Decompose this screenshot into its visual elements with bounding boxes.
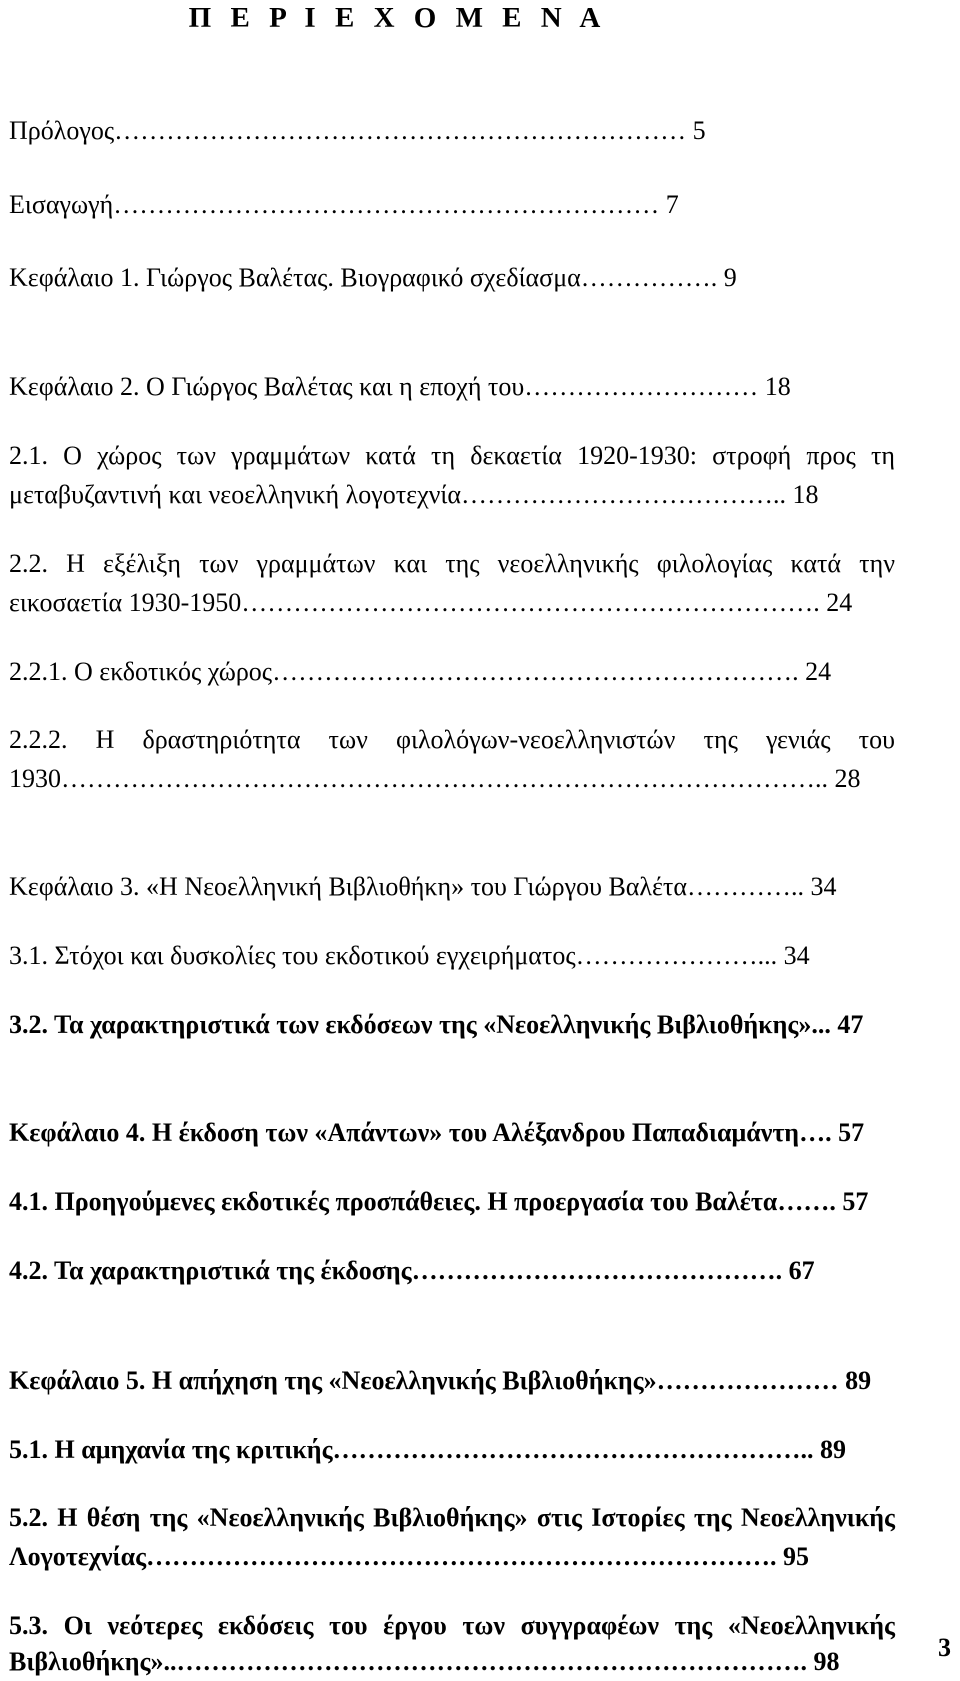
toc-entry-5-3-line1 xyxy=(9,1607,895,1645)
toc-entry-2-2-2-line1 xyxy=(9,721,895,759)
toc-entry-5-3-line2 xyxy=(9,1643,895,1681)
toc-entry-2-2-1 xyxy=(9,653,895,691)
toc-entry-line1: 2.2. Η εξέλιξη των γραμμάτων και της νεοελληνικής φιλολογίας κατά την xyxy=(9,549,895,578)
toc-entry-text: 5.1. Η αμηχανία της κριτικής……………………………………………….. 89 xyxy=(9,1435,847,1464)
page-title: Π Ε Ρ Ι Ε Χ Ο Μ Ε Ν Α xyxy=(188,2,607,34)
toc-entry-text: 4.2. Τα χαρακτηριστικά της έκδοσης……………………………………. 67 xyxy=(9,1256,815,1285)
toc-entry-2-2-line1 xyxy=(9,545,895,583)
toc-entry-text: 3.2. Τα χαρακτηριστικά των εκδόσεων της «Νεοελληνικής Βιβλιοθήκης»... 47 xyxy=(9,1010,864,1039)
toc-entry-5-2-line2 xyxy=(9,1538,895,1576)
toc-entry-3-1 xyxy=(9,937,895,975)
toc-entry-5-1 xyxy=(9,1431,895,1469)
toc-entry-line1: 2.2.2. Η δραστηριότητα των φιλολόγων-νεοελληνιστών της γενιάς του xyxy=(9,725,895,754)
toc-entry-line1: 5.3. Οι νεότερες εκδόσεις του έργου των συγγραφέων της «Νεοελληνικής xyxy=(9,1611,895,1640)
toc-entry-line2: μεταβυζαντινή και νεοελληνική λογοτεχνία……………………………….. 18 xyxy=(9,480,819,509)
toc-entry-line2: Βιβλιοθήκης»..………………………………………………………………. 98 xyxy=(9,1647,840,1676)
toc-entry-text: Κεφάλαιο 2. Ο Γιώργος Βαλέτας και η εποχή του……………………… 18 xyxy=(9,372,791,401)
toc-entry-chapter-4 xyxy=(9,1114,895,1152)
toc-entry-prologue xyxy=(9,112,895,150)
toc-entry-5-2-line1 xyxy=(9,1499,895,1537)
toc-entry-chapter-1 xyxy=(9,259,895,297)
toc-entry-4-1 xyxy=(9,1183,895,1221)
toc-entry-text: Εισαγωγή……………………………………………………… 7 xyxy=(9,190,679,219)
toc-entry-introduction xyxy=(9,186,895,224)
toc-entry-line2: 1930…………………………………………………………………………….. 28 xyxy=(9,764,861,793)
toc-entry-text: 2.2.1. Ο εκδοτικός χώρος……………………………………………………. 24 xyxy=(9,657,832,686)
toc-entry-text: Πρόλογος………………………………………………………… 5 xyxy=(9,116,706,145)
toc-entry-2-1-line2 xyxy=(9,476,895,514)
toc-entry-text: Κεφάλαιο 1. Γιώργος Βαλέτας. Βιογραφικό σχεδίασμα……………. 9 xyxy=(9,263,737,292)
page-number: 3 xyxy=(938,1633,951,1662)
toc-entry-2-2-line2 xyxy=(9,584,895,622)
toc-entry-text: 4.1. Προηγούμενες εκδοτικές προσπάθειες. Η προεργασία του Βαλέτα……. 57 xyxy=(9,1187,869,1216)
toc-entry-line1: 2.1. Ο χώρος των γραμμάτων κατά τη δεκαετία 1920-1930: στροφή προς τη xyxy=(9,441,895,470)
toc-entry-chapter-3 xyxy=(9,868,895,906)
toc-entry-text: Κεφάλαιο 4. Η έκδοση των «Απάντων» του Αλέξανδρου Παπαδιαμάντη…. 57 xyxy=(9,1118,865,1147)
toc-entry-line2: Λογοτεχνίας………………………………………………………………. 95 xyxy=(9,1542,810,1571)
toc-entry-2-1-line1 xyxy=(9,437,895,475)
toc-entry-3-2 xyxy=(9,1006,895,1044)
toc-entry-4-2 xyxy=(9,1252,895,1290)
toc-entry-text: 3.1. Στόχοι και δυσκολίες του εκδοτικού εγχειρήματος…………………... 34 xyxy=(9,941,810,970)
toc-entry-line1: 5.2. Η θέση της «Νεοελληνικής Βιβλιοθήκης» στις Ιστορίες της Νεοελληνικής xyxy=(9,1503,895,1532)
toc-entry-2-2-2-line2 xyxy=(9,760,895,798)
toc-entry-line2: εικοσαετία 1930-1950…………………………………………………………. 24 xyxy=(9,588,853,617)
toc-entry-chapter-2 xyxy=(9,368,895,406)
toc-entry-chapter-5 xyxy=(9,1362,895,1400)
toc-entry-text: Κεφάλαιο 5. Η απήχηση της «Νεοελληνικής Βιβλιοθήκης»………………… 89 xyxy=(9,1366,872,1395)
toc-entry-text: Κεφάλαιο 3. «Η Νεοελληνική Βιβλιοθήκη» του Γιώργου Βαλέτα………….. 34 xyxy=(9,872,837,901)
